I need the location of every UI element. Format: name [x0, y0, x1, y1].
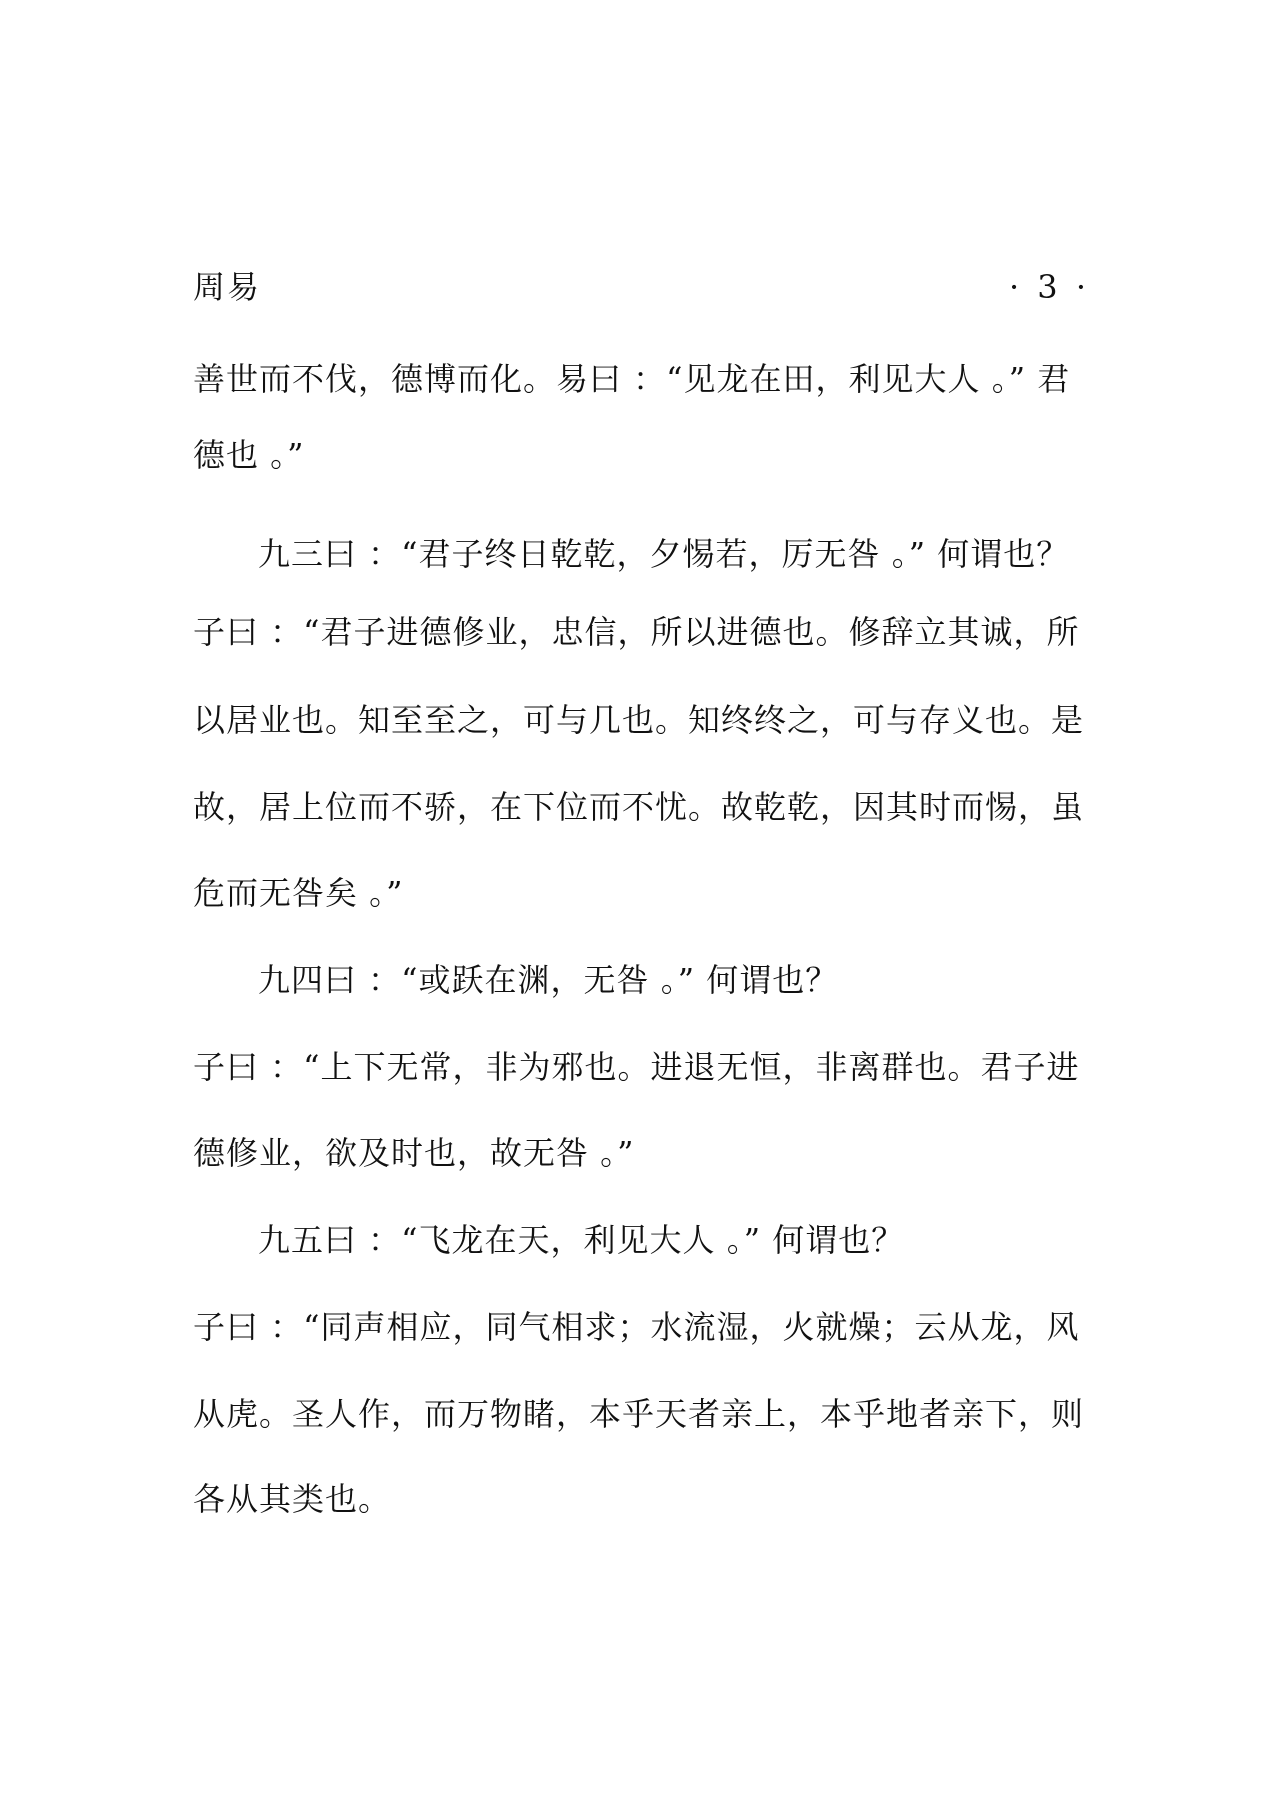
text-line: 德修业，欲及时也，故无咎 。” [193, 1134, 635, 1172]
text-line: 各从其类也。 [193, 1480, 392, 1518]
text-line: 善世而不伐，德博而化。易曰 ：“见龙在田，利见大人 。” 君 [193, 360, 1071, 398]
text-line: 子曰 ：“君子进德修业，忠信，所以进德也。修辞立其诚，所 [193, 613, 1080, 651]
text-line: 子曰 ：“同声相应，同气相求；水流湿，火就燥；云从龙，风 [193, 1308, 1080, 1346]
text-line: 德也 。” [193, 436, 305, 474]
text-line: 从虎。圣人作，而万物睹，本乎天者亲上，本乎地者亲下，则 [193, 1395, 1085, 1433]
book-title: 周易 [193, 268, 262, 306]
text-line: 九三曰 ：“君子终日乾乾，夕惕若，厉无咎 。” 何谓也？ [258, 535, 1070, 573]
text-line: 以居业也。知至至之，可与几也。知终终之，可与存义也。是 [193, 701, 1085, 739]
text-line: 九五曰 ：“飞龙在天，利见大人 。” 何谓也？ [258, 1221, 905, 1259]
text-line: 故，居上位而不骄，在下位而不忧。故乾乾，因其时而惕，虽 [193, 788, 1085, 826]
text-line: 子曰 ：“上下无常，非为邪也。进退无恒，非离群也。君子进 [193, 1048, 1080, 1086]
page-header [193, 262, 1090, 312]
text-line: 九四曰 ：“或跃在渊，无咎 。” 何谓也？ [258, 961, 839, 999]
page-number: · 3 · [1008, 268, 1090, 306]
text-line: 危而无咎矣 。” [193, 874, 404, 912]
